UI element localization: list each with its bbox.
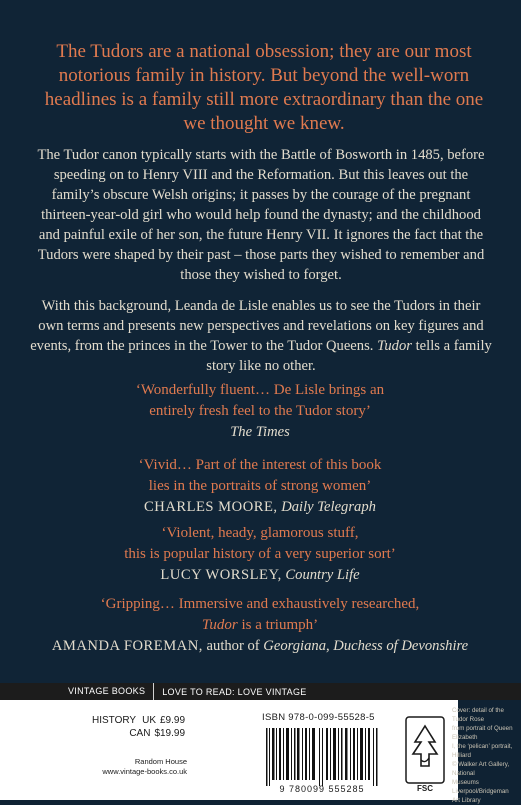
price-box xyxy=(92,714,185,740)
barcode-digits: 9 780099 555285 xyxy=(279,784,365,794)
imprint-tagline: LOVE TO READ: LOVE VINTAGE xyxy=(162,686,307,697)
review-quote-text: ‘Violent, heady, glamorous stuff, this is popular history of a very superior sort’ xyxy=(124,525,396,562)
price-value: £9.99 xyxy=(160,715,186,726)
review-source: The Times xyxy=(230,424,290,440)
imprint-divider xyxy=(153,683,154,700)
review-quote-text: ‘Gripping… Immersive and exhaustively researched, Tudor is a triumph’ xyxy=(100,596,420,633)
price-value: $19.99 xyxy=(154,728,186,739)
cover-footer xyxy=(0,700,521,804)
review-source: CHARLES MOORE, Daily Telegraph xyxy=(144,499,376,515)
blurb-paragraph-2-tail: tells a family story like no other. xyxy=(206,338,492,374)
review-quote-text: ‘Vivid… Part of the interest of this book lies in the portraits of strong women’ xyxy=(138,457,382,494)
review-source: AMANDA FOREMAN, author of Georgiana, Duchess of Devonshire xyxy=(51,638,469,654)
review-quote-2 xyxy=(40,455,480,517)
blurb-paragraph-1: The Tudor canon typically starts with the Battle of Bosworth in 1485, before speeding on to Henry VIII and the Reformation. But this leaves out the family’s obscure Welsh origins; it passes by the courage of the pregnant thirteen-year-old girl who would help found the dynasty; and the childhood and painful exile of her son, the future Henry VII. It ignores the fact that the Tudors were shaped by their past – those parts they wished to remember and those they wished to forget. xyxy=(37,147,485,283)
blurb-paragraph-2 xyxy=(30,296,492,376)
fsc-tree-logo-icon xyxy=(405,716,445,784)
publisher-info xyxy=(79,757,187,777)
fsc-label: FSC xyxy=(417,784,433,793)
isbn-text: ISBN 978-0-099-55528-5 xyxy=(262,712,375,723)
blurb-paragraph-2-main: With this background, Leanda de Lisle enables us to see the Tudors in their own terms and presents new perspectives and revelations on key figures and events, from the princes in the Tower to the Tudor Queens. xyxy=(30,298,484,354)
category-label: HISTORY xyxy=(92,715,137,726)
imprint-bar xyxy=(0,683,521,700)
price-region: UK xyxy=(142,715,156,726)
barcode-icon xyxy=(262,728,382,786)
review-quote-text: ‘Wonderfully fluent… De Lisle brings an entirely fresh feel to the Tudor story’ xyxy=(135,382,385,419)
review-source: LUCY WORSLEY, Country Life xyxy=(160,567,360,583)
price-region: CAN xyxy=(129,728,151,739)
publisher-website: www.vintage-books.co.uk xyxy=(102,767,187,776)
cover-credit: Cover: detail of the Tudor Rose from portrait of Queen Elizabeth I, the ‘pelican’ portrait, Hilliard © Walker Art Gallery, National Museums Liverpool/Bridgeman Art Library xyxy=(452,707,513,804)
blurb-book-title: Tudor xyxy=(377,338,412,354)
blurb-headline: The Tudors are a national obsession; they are our most notorious family in history. But beyond the well-worn headlines is a family still more extraordinary than the one we thought we knew. xyxy=(44,41,484,134)
review-quote-3 xyxy=(40,523,480,585)
imprint-name: VINTAGE BOOKS xyxy=(68,686,146,696)
publisher-name: Random House xyxy=(134,757,187,766)
review-quote-1 xyxy=(40,380,480,442)
review-quote-4 xyxy=(40,594,480,656)
